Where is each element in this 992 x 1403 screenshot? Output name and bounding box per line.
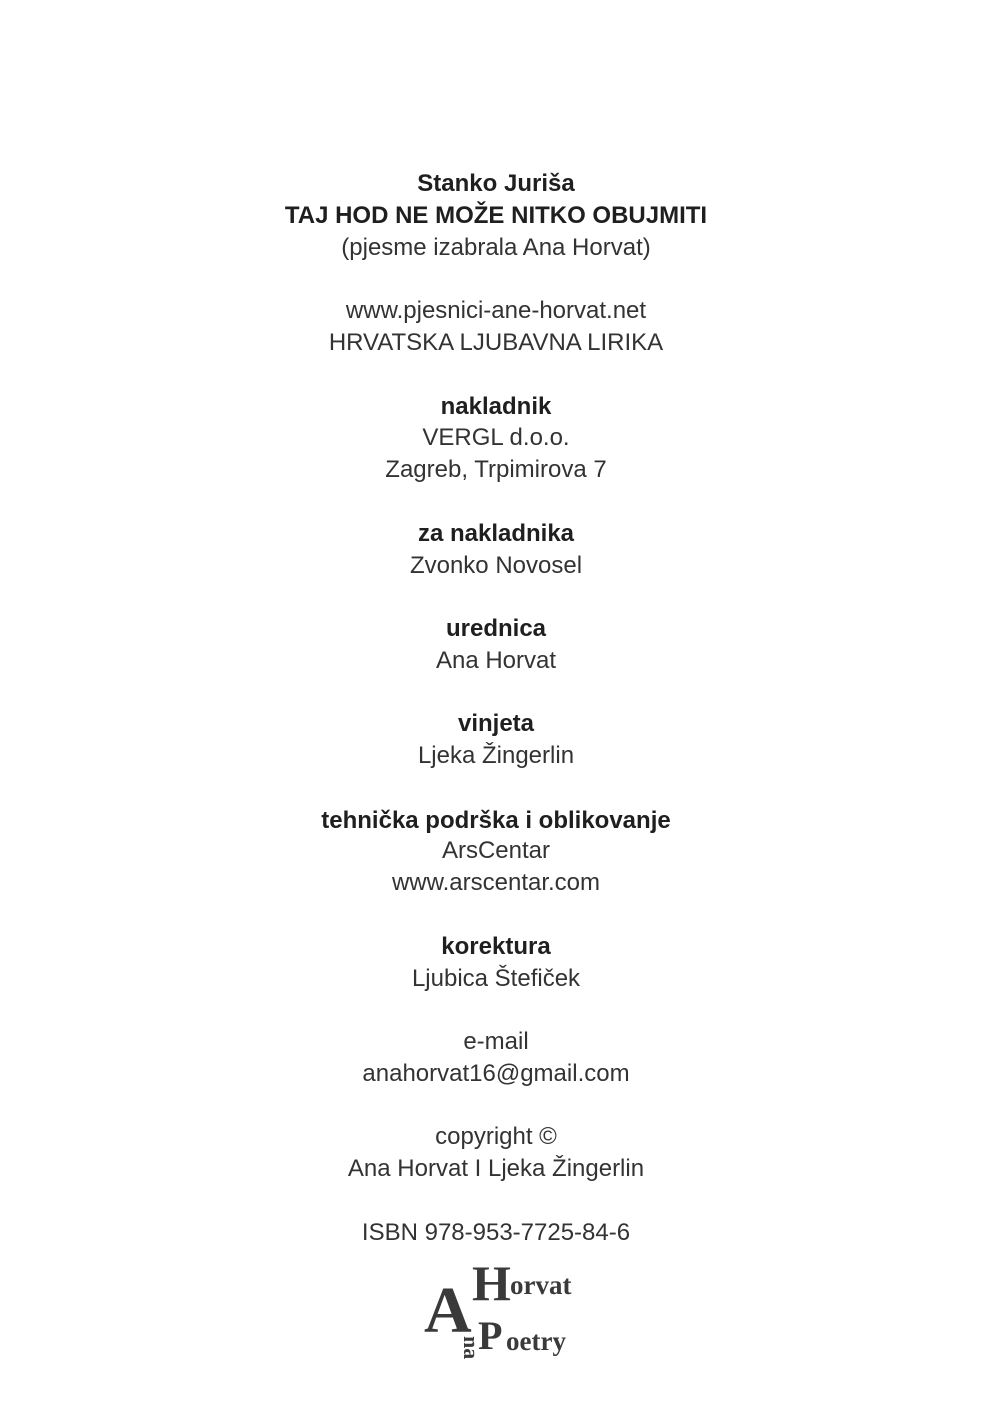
ana-horvat-poetry-logo [420,1258,590,1362]
publisher-heading: nakladnik [440,393,552,420]
vignette-heading: vinjeta [457,710,535,737]
copyright-label: copyright © [435,1123,557,1150]
proofreading-name: Ljubica Štefiček [411,965,581,992]
series-name: HRVATSKA LJUBAVNA LIRIKA [328,329,664,356]
technical-url[interactable]: www.arscentar.com [391,869,601,896]
isbn: ISBN 978-953-7725-84-6 [361,1219,631,1246]
for-publisher-name: Zvonko Novosel [409,552,583,579]
proofreading-heading: korektura [441,933,551,960]
technical-name: ArsCentar [441,837,551,864]
copyright-holders: Ana Horvat I Ljeka Žingerlin [347,1155,645,1182]
vignette-name: Ljeka Žingerlin [417,742,575,769]
email-address[interactable]: anahorvat16@gmail.com [362,1060,630,1087]
book-title: TAJ HOD NE MOŽE NITKO OBUJMITI [284,202,708,229]
logo-word-orvat: orvat [510,1270,572,1300]
author-name: Stanko Juriša [417,170,575,197]
editor-name: Ana Horvat [435,647,557,674]
email-label: e-mail [463,1028,529,1055]
editor-heading: urednica [445,615,547,642]
logo-word-oetry: oetry [506,1326,566,1356]
logo-letter-h: H [472,1258,511,1311]
website-link[interactable]: www.pjesnici-ane-horvat.net [345,297,647,324]
logo-letters-na: na [459,1336,484,1360]
publisher-name: VERGL d.o.o. [422,424,570,451]
technical-heading: tehnička podrška i oblikovanje [321,807,671,834]
logo-letter-a: A [424,1274,472,1347]
for-publisher-heading: za nakladnika [417,520,575,547]
publisher-address: Zagreb, Trpimirova 7 [385,456,607,483]
logo-letter-p: P [478,1313,503,1358]
book-subtitle: (pjesme izabrala Ana Horvat) [341,234,651,261]
